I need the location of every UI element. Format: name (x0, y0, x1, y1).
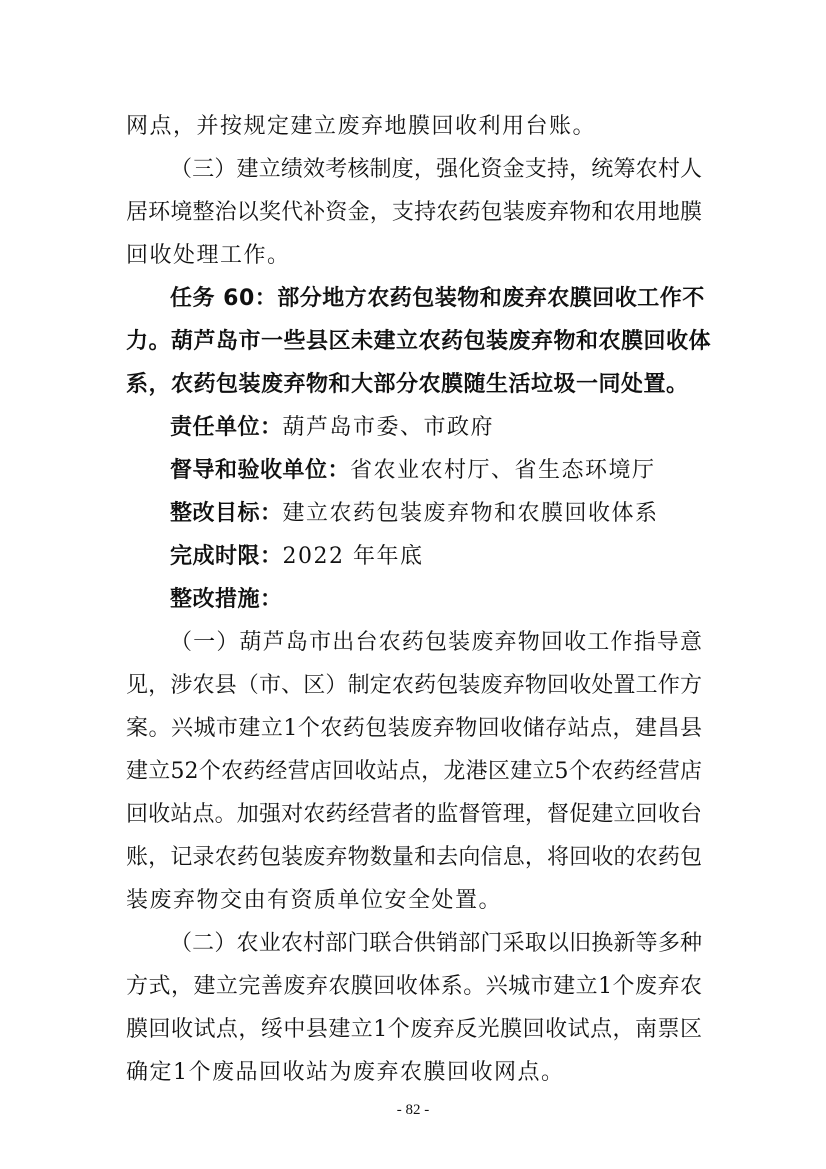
measures-label: 整改措施： (170, 587, 283, 612)
page-number: - 82 - (396, 1102, 430, 1118)
rectification-goal-label: 整改目标： (170, 501, 283, 526)
measure-two-line: 方式，建立完善废弃农膜回收体系。兴城市建立1个废弃农 (126, 974, 702, 999)
paragraph-line: 网点，并按规定建立废弃地膜回收利用台账。 (126, 114, 597, 139)
measure-one-line: 见，涉农县（市、区）制定农药包装废弃物回收处置工作方 (126, 673, 702, 698)
responsible-unit-label: 责任单位： (170, 415, 283, 440)
measure-one-line: 装废弃物交由有资质单位安全处置。 (126, 888, 503, 913)
measure-two-line: 膜回收试点，绥中县建立1个废弃反光膜回收试点，南票区 (126, 1017, 702, 1042)
rectification-goal-value: 建立农药包装废弃物和农膜回收体系 (282, 501, 659, 526)
deadline-value: 2022 年年底 (282, 544, 424, 569)
measure-one-line: 回收站点。加强对农药经营者的监督管理，督促建立回收台 (126, 802, 702, 827)
measure-two-line: 确定1个废品回收站为废弃农膜回收网点。 (126, 1060, 565, 1085)
task-heading-line: 力。葫芦岛市一些县区未建立农药包装废弃物和农膜回收体 (126, 329, 712, 354)
responsible-unit-row (170, 414, 702, 442)
supervisor-unit-row (170, 457, 702, 485)
measures-heading-row (170, 586, 702, 614)
measure-one-line: （一）葫芦岛市出台农药包装废弃物回收工作指导意 (170, 630, 702, 655)
paragraph-line: （三）建立绩效考核制度，强化资金支持，统筹农村人 (170, 157, 702, 182)
task-heading-line: 系，农药包装废弃物和大部分农膜随生活垃圾一同处置。 (126, 372, 689, 397)
task-heading-line: 任务 60：部分地方农药包装物和废弃农膜回收工作不 (170, 286, 705, 311)
supervisor-unit-value: 省农业农村厅、省生态环境厅 (350, 458, 656, 483)
measure-one-line: 建立52个农药经营店回收站点，龙港区建立5个农药经营店 (126, 759, 702, 784)
supervisor-unit-label: 督导和验收单位： (170, 458, 351, 483)
deadline-row (170, 543, 702, 571)
paragraph-line: 居环境整治以奖代补资金，支持农药包装废弃物和农用地膜 (126, 200, 702, 225)
measure-one-line: 案。兴城市建立1个农药包装废弃物回收储存站点，建昌县 (126, 716, 702, 741)
deadline-label: 完成时限： (170, 544, 283, 569)
responsible-unit-value: 葫芦岛市委、市政府 (282, 415, 495, 440)
rectification-goal-row (170, 500, 702, 528)
measure-one-line: 账，记录农药包装废弃物数量和去向信息，将回收的农药包 (126, 845, 702, 870)
measure-two-line: （二）农业农村部门联合供销部门采取以旧换新等多种 (170, 931, 702, 956)
paragraph-line: 回收处理工作。 (126, 243, 291, 268)
